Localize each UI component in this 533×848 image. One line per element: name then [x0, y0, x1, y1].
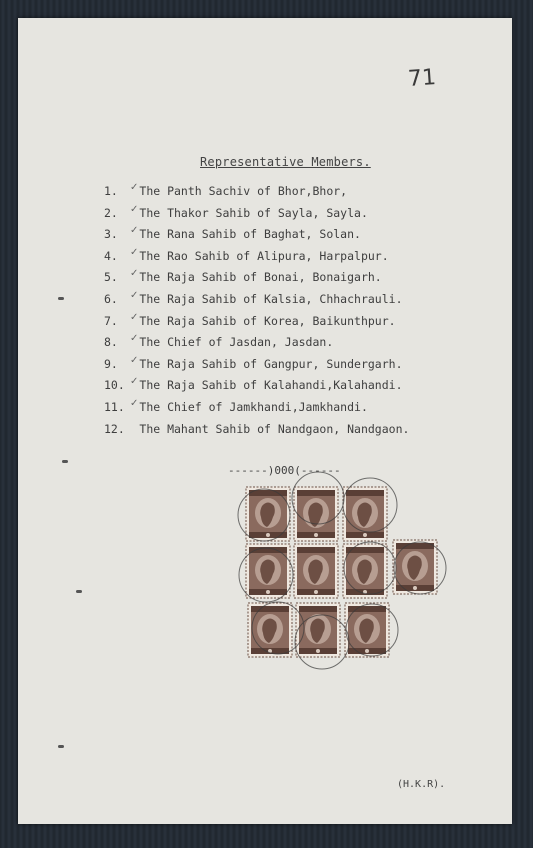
item-number: 7. — [104, 313, 118, 328]
item-text: The Raja Sahib of Kalsia, Chhachrauli. — [139, 291, 403, 306]
item-text: The Rana Sahib of Baghat, Solan. — [139, 227, 361, 242]
check-mark-icon: ✓ — [130, 354, 139, 366]
item-text: The Raja Sahib of Bonai, Bonaigarh. — [139, 270, 382, 285]
item-text: The Panth Sachiv of Bhor,Bhor, — [139, 184, 348, 198]
item-text: The Mahant Sahib of Nandgaon, Nandgaon. — [139, 421, 410, 436]
item-number: 12. — [104, 421, 125, 436]
item-number: 1. — [104, 184, 118, 198]
postage-stamp — [248, 603, 292, 657]
item-number: 8. — [104, 335, 118, 350]
item-number: 4. — [104, 248, 118, 263]
item-text: The Raja Sahib of Gangpur, Sundergarh. — [139, 356, 403, 371]
item-text: The Raja Sahib of Kalahandi,Kalahandi. — [139, 378, 403, 393]
check-mark-icon: ✓ — [130, 225, 139, 237]
item-text: The Rao Sahib of Alipura, Harpalpur. — [139, 248, 389, 263]
check-mark-icon: ✓ — [130, 182, 139, 193]
check-mark-icon: ✓ — [130, 268, 139, 280]
item-number: 2. — [104, 205, 118, 220]
postage-stamp — [294, 487, 338, 541]
item-number: 5. — [104, 270, 118, 285]
item-text: The Chief of Jasdan, Jasdan. — [139, 335, 334, 350]
postage-stamp — [343, 487, 387, 541]
typist-initials: (H.K.R). — [397, 779, 446, 790]
postage-stamp — [296, 603, 340, 657]
item-number: 10. — [104, 378, 125, 393]
postage-stamp — [393, 540, 437, 594]
item-number: 3. — [104, 227, 118, 242]
postage-stamp — [345, 603, 389, 657]
check-mark-icon: ✓ — [130, 333, 139, 345]
item-text: The Chief of Jamkhandi,Jamkhandi. — [139, 399, 368, 414]
check-mark-icon: ✓ — [130, 311, 139, 323]
postage-stamp — [294, 544, 338, 598]
item-number: 9. — [104, 356, 118, 371]
handwritten-page-number: 71 — [407, 65, 437, 92]
item-number: 11. — [104, 399, 125, 414]
check-mark-icon: ✓ — [130, 289, 139, 301]
check-mark-icon: ✓ — [130, 376, 139, 388]
check-mark-icon: ✓ — [130, 246, 139, 258]
document-heading: Representative Members. — [200, 155, 371, 169]
check-mark-icon: ✓ — [130, 203, 139, 215]
item-text: The Thakor Sahib of Sayla, Sayla. — [139, 205, 368, 220]
item-text: The Raja Sahib of Korea, Baikunthpur. — [139, 313, 396, 328]
item-number: 6. — [104, 291, 118, 306]
separator-line: ------)000(------ — [228, 464, 341, 477]
check-mark-icon: ✓ — [130, 397, 139, 409]
